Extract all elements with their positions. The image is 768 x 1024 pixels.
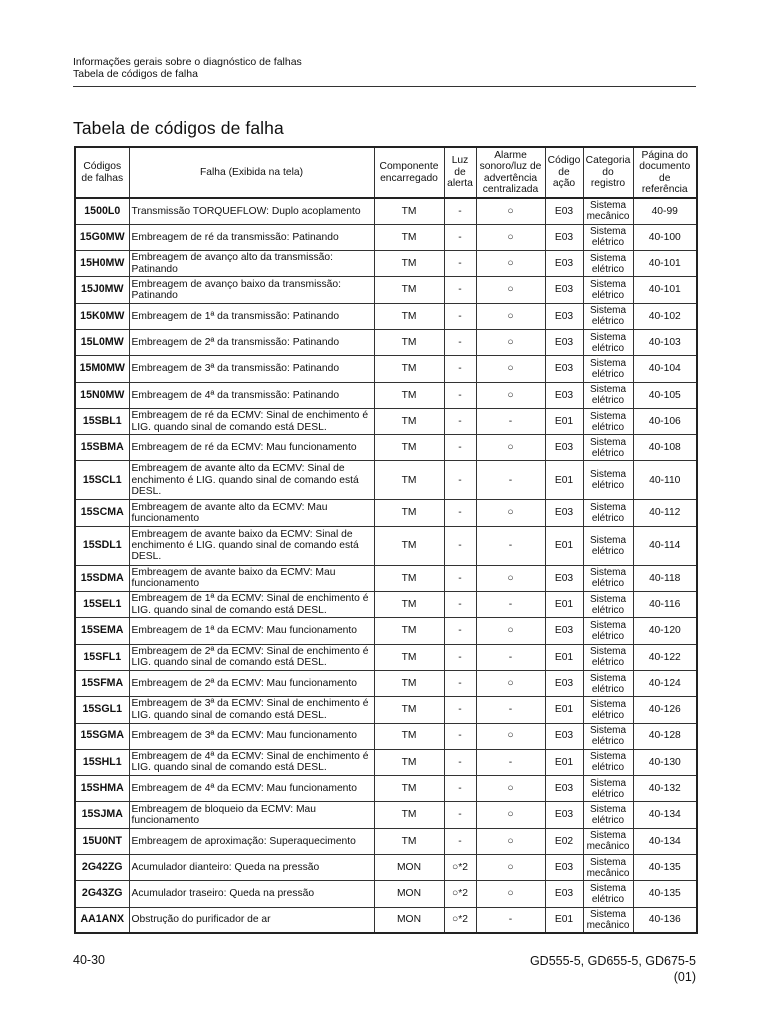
footer-model-info (530, 953, 696, 985)
cell-alarm: - (476, 526, 545, 565)
cell-alarm: ○ (476, 618, 545, 644)
cell-action: E01 (545, 592, 583, 618)
cell-category: Sistema elétrico (583, 303, 633, 329)
cell-fault: Embreagem de avante baixo da ECMV: Mau funcionamento (129, 565, 374, 591)
cell-light: - (444, 277, 476, 303)
cell-code: 15SDL1 (75, 526, 129, 565)
cell-fault: Embreagem de avante baixo da ECMV: Sinal de enchimento é LIG. quando sinal de comando está DESL. (129, 526, 374, 565)
cell-category: Sistema elétrico (583, 356, 633, 382)
cell-page: 40-101 (633, 277, 697, 303)
cell-action: E03 (545, 776, 583, 802)
cell-fault: Acumulador traseiro: Queda na pressão (129, 881, 374, 907)
cell-fault: Embreagem de 4ª da transmissão: Patinando (129, 382, 374, 408)
cell-light: - (444, 408, 476, 434)
cell-component: TM (374, 749, 444, 775)
cell-page: 40-122 (633, 644, 697, 670)
column-header-alarm: Alarme sonoro/luz de advertência centralizada (476, 147, 545, 198)
table-row (75, 855, 697, 881)
cell-category: Sistema elétrico (583, 776, 633, 802)
cell-alarm: ○ (476, 198, 545, 224)
cell-fault: Embreagem de 1ª da transmissão: Patinando (129, 303, 374, 329)
cell-light: - (444, 382, 476, 408)
cell-component: TM (374, 618, 444, 644)
cell-fault: Embreagem de avante alto da ECMV: Mau funcionamento (129, 500, 374, 526)
table-row (75, 303, 697, 329)
column-header-fault: Falha (Exibida na tela) (129, 147, 374, 198)
cell-page: 40-110 (633, 461, 697, 500)
cell-action: E03 (545, 500, 583, 526)
table-row (75, 618, 697, 644)
cell-fault: Embreagem de ré da ECMV: Mau funcionamento (129, 435, 374, 461)
cell-alarm: ○ (476, 356, 545, 382)
cell-code: 15SBL1 (75, 408, 129, 434)
cell-light: ○*2 (444, 881, 476, 907)
cell-code: AA1ANX (75, 907, 129, 933)
cell-component: TM (374, 408, 444, 434)
cell-page: 40-124 (633, 670, 697, 696)
cell-light: - (444, 565, 476, 591)
cell-fault: Acumulador dianteiro: Queda na pressão (129, 855, 374, 881)
table-row (75, 277, 697, 303)
cell-page: 40-134 (633, 828, 697, 854)
cell-page: 40-134 (633, 802, 697, 828)
cell-category: Sistema elétrico (583, 670, 633, 696)
cell-component: TM (374, 723, 444, 749)
cell-page: 40-128 (633, 723, 697, 749)
column-header-category: Categoria do registro (583, 147, 633, 198)
table-row (75, 329, 697, 355)
cell-action: E03 (545, 881, 583, 907)
cell-code: 15H0MW (75, 251, 129, 277)
cell-page: 40-104 (633, 356, 697, 382)
cell-fault: Embreagem de 3ª da ECMV: Sinal de enchimento é LIG. quando sinal de comando está DESL. (129, 697, 374, 723)
cell-component: TM (374, 500, 444, 526)
cell-component: MON (374, 907, 444, 933)
cell-page: 40-130 (633, 749, 697, 775)
cell-page: 40-106 (633, 408, 697, 434)
cell-category: Sistema mecânico (583, 198, 633, 224)
cell-category: Sistema mecânico (583, 828, 633, 854)
table-row (75, 500, 697, 526)
cell-action: E03 (545, 618, 583, 644)
cell-code: 15SHMA (75, 776, 129, 802)
cell-category: Sistema mecânico (583, 855, 633, 881)
cell-fault: Embreagem de 4ª da ECMV: Sinal de enchimento é LIG. quando sinal de comando está DESL. (129, 749, 374, 775)
cell-fault: Embreagem de 4ª da ECMV: Mau funcionamento (129, 776, 374, 802)
cell-code: 15M0MW (75, 356, 129, 382)
cell-action: E01 (545, 749, 583, 775)
cell-component: TM (374, 592, 444, 618)
table-body (75, 198, 697, 933)
table-row (75, 592, 697, 618)
cell-fault: Embreagem de 3ª da ECMV: Mau funcionamento (129, 723, 374, 749)
cell-code: 15SBMA (75, 435, 129, 461)
cell-code: 15SGL1 (75, 697, 129, 723)
edition-number: (01) (673, 970, 696, 984)
cell-action: E01 (545, 461, 583, 500)
cell-fault: Embreagem de ré da ECMV: Sinal de enchimento é LIG. quando sinal de comando está DESL. (129, 408, 374, 434)
cell-alarm: ○ (476, 435, 545, 461)
cell-light: - (444, 828, 476, 854)
cell-action: E03 (545, 277, 583, 303)
cell-action: E03 (545, 251, 583, 277)
cell-alarm: ○ (476, 723, 545, 749)
cell-fault: Embreagem de avante alto da ECMV: Sinal de enchimento é LIG. quando sinal de comando está DESL. (129, 461, 374, 500)
cell-page: 40-126 (633, 697, 697, 723)
cell-category: Sistema elétrico (583, 592, 633, 618)
cell-fault: Embreagem de avanço alto da transmissão: Patinando (129, 251, 374, 277)
cell-light: - (444, 224, 476, 250)
cell-light: - (444, 802, 476, 828)
cell-light: - (444, 198, 476, 224)
table-row (75, 670, 697, 696)
cell-component: TM (374, 565, 444, 591)
cell-light: - (444, 670, 476, 696)
cell-code: 15SFL1 (75, 644, 129, 670)
column-header-code: Códigos de falhas (75, 147, 129, 198)
cell-component: TM (374, 526, 444, 565)
table-row (75, 697, 697, 723)
cell-fault: Embreagem de 1ª da ECMV: Sinal de enchimento é LIG. quando sinal de comando está DESL. (129, 592, 374, 618)
cell-category: Sistema elétrico (583, 329, 633, 355)
table-row (75, 828, 697, 854)
cell-category: Sistema elétrico (583, 697, 633, 723)
cell-action: E03 (545, 670, 583, 696)
cell-fault: Embreagem de ré da transmissão: Patinando (129, 224, 374, 250)
cell-light: - (444, 435, 476, 461)
table-row (75, 881, 697, 907)
cell-component: MON (374, 881, 444, 907)
cell-component: TM (374, 198, 444, 224)
cell-page: 40-101 (633, 251, 697, 277)
table-row (75, 435, 697, 461)
cell-page: 40-135 (633, 855, 697, 881)
table-row (75, 198, 697, 224)
cell-action: E03 (545, 565, 583, 591)
cell-alarm: - (476, 697, 545, 723)
cell-action: E03 (545, 723, 583, 749)
table-row (75, 907, 697, 933)
cell-component: TM (374, 644, 444, 670)
cell-light: - (444, 251, 476, 277)
cell-category: Sistema elétrico (583, 382, 633, 408)
cell-light: - (444, 592, 476, 618)
model-list: GD555-5, GD655-5, GD675-5 (529, 954, 696, 968)
cell-fault: Embreagem de aproximação: Superaquecimento (129, 828, 374, 854)
cell-code: 1500L0 (75, 198, 129, 224)
table-row (75, 644, 697, 670)
table-row (75, 224, 697, 250)
cell-action: E01 (545, 697, 583, 723)
cell-page: 40-100 (633, 224, 697, 250)
cell-component: TM (374, 277, 444, 303)
cell-alarm: - (476, 592, 545, 618)
cell-category: Sistema elétrico (583, 408, 633, 434)
column-header-light: Luz de alerta (444, 147, 476, 198)
cell-alarm: ○ (476, 881, 545, 907)
cell-light: - (444, 618, 476, 644)
page-title: Tabela de códigos de falha (73, 118, 284, 138)
cell-component: TM (374, 461, 444, 500)
cell-light: - (444, 526, 476, 565)
cell-action: E01 (545, 408, 583, 434)
cell-action: E03 (545, 802, 583, 828)
cell-alarm: ○ (476, 855, 545, 881)
column-header-page: Página do documento de referência (633, 147, 697, 198)
cell-page: 40-112 (633, 500, 697, 526)
cell-component: TM (374, 435, 444, 461)
cell-light: - (444, 723, 476, 749)
running-header (73, 56, 696, 80)
cell-page: 40-108 (633, 435, 697, 461)
cell-action: E03 (545, 855, 583, 881)
cell-action: E01 (545, 907, 583, 933)
cell-light: - (444, 697, 476, 723)
cell-action: E03 (545, 356, 583, 382)
cell-fault: Embreagem de 3ª da transmissão: Patinando (129, 356, 374, 382)
cell-component: TM (374, 802, 444, 828)
cell-page: 40-102 (633, 303, 697, 329)
cell-light: - (444, 461, 476, 500)
cell-category: Sistema elétrico (583, 500, 633, 526)
cell-action: E03 (545, 303, 583, 329)
cell-page: 40-99 (633, 198, 697, 224)
cell-category: Sistema elétrico (583, 802, 633, 828)
cell-page: 40-105 (633, 382, 697, 408)
cell-fault: Embreagem de 2ª da ECMV: Mau funcionamento (129, 670, 374, 696)
cell-page: 40-135 (633, 881, 697, 907)
table-row (75, 723, 697, 749)
cell-category: Sistema mecânico (583, 907, 633, 933)
cell-code: 15SFMA (75, 670, 129, 696)
cell-alarm: ○ (476, 670, 545, 696)
cell-action: E03 (545, 198, 583, 224)
cell-code: 15SCMA (75, 500, 129, 526)
cell-component: TM (374, 697, 444, 723)
cell-category: Sistema elétrico (583, 277, 633, 303)
cell-code: 15U0NT (75, 828, 129, 854)
cell-category: Sistema elétrico (583, 251, 633, 277)
table-row (75, 776, 697, 802)
running-header-subsection: Tabela de códigos de falha (73, 68, 198, 80)
cell-alarm: - (476, 644, 545, 670)
table-row (75, 526, 697, 565)
cell-component: TM (374, 356, 444, 382)
table-row (75, 749, 697, 775)
cell-alarm: ○ (476, 500, 545, 526)
cell-category: Sistema elétrico (583, 644, 633, 670)
cell-alarm: ○ (476, 382, 545, 408)
cell-action: E01 (545, 526, 583, 565)
cell-fault: Embreagem de 2ª da transmissão: Patinando (129, 329, 374, 355)
cell-fault: Transmissão TORQUEFLOW: Duplo acoplamento (129, 198, 374, 224)
table-row (75, 408, 697, 434)
cell-component: TM (374, 670, 444, 696)
cell-alarm: - (476, 408, 545, 434)
cell-alarm: - (476, 907, 545, 933)
cell-page: 40-116 (633, 592, 697, 618)
cell-component: TM (374, 251, 444, 277)
cell-fault: Embreagem de bloqueio da ECMV: Mau funcionamento (129, 802, 374, 828)
table-row (75, 565, 697, 591)
cell-light: - (444, 303, 476, 329)
table-header-row (75, 147, 697, 198)
column-header-action: Código de ação (545, 147, 583, 198)
cell-alarm: ○ (476, 776, 545, 802)
cell-action: E03 (545, 329, 583, 355)
cell-code: 15SEL1 (75, 592, 129, 618)
cell-fault: Obstrução do purificador de ar (129, 907, 374, 933)
cell-component: TM (374, 224, 444, 250)
cell-category: Sistema elétrico (583, 224, 633, 250)
cell-light: - (444, 776, 476, 802)
cell-category: Sistema elétrico (583, 526, 633, 565)
table-row (75, 461, 697, 500)
cell-alarm: ○ (476, 303, 545, 329)
cell-action: E03 (545, 382, 583, 408)
table-row (75, 382, 697, 408)
cell-component: MON (374, 855, 444, 881)
cell-alarm: ○ (476, 329, 545, 355)
cell-code: 15N0MW (75, 382, 129, 408)
cell-component: TM (374, 776, 444, 802)
cell-light: - (444, 644, 476, 670)
table-row (75, 251, 697, 277)
cell-code: 15SDMA (75, 565, 129, 591)
cell-alarm: ○ (476, 224, 545, 250)
cell-page: 40-120 (633, 618, 697, 644)
cell-code: 15G0MW (75, 224, 129, 250)
cell-alarm: - (476, 461, 545, 500)
cell-action: E01 (545, 644, 583, 670)
cell-light: - (444, 500, 476, 526)
cell-light: ○*2 (444, 855, 476, 881)
cell-code: 15SEMA (75, 618, 129, 644)
cell-page: 40-132 (633, 776, 697, 802)
page-number: 40-30 (73, 953, 105, 967)
cell-code: 15L0MW (75, 329, 129, 355)
column-header-component: Componente encarregado (374, 147, 444, 198)
cell-component: TM (374, 382, 444, 408)
cell-code: 15SHL1 (75, 749, 129, 775)
cell-category: Sistema elétrico (583, 749, 633, 775)
cell-light: ○*2 (444, 907, 476, 933)
table-row (75, 356, 697, 382)
cell-page: 40-114 (633, 526, 697, 565)
cell-category: Sistema elétrico (583, 435, 633, 461)
fault-code-table (74, 146, 698, 934)
cell-fault: Embreagem de 2ª da ECMV: Sinal de enchimento é LIG. quando sinal de comando está DESL. (129, 644, 374, 670)
cell-page: 40-118 (633, 565, 697, 591)
cell-light: - (444, 329, 476, 355)
cell-action: E03 (545, 224, 583, 250)
cell-alarm: ○ (476, 802, 545, 828)
cell-code: 15SJMA (75, 802, 129, 828)
cell-code: 15J0MW (75, 277, 129, 303)
cell-code: 2G43ZG (75, 881, 129, 907)
cell-component: TM (374, 828, 444, 854)
cell-alarm: ○ (476, 277, 545, 303)
cell-alarm: ○ (476, 251, 545, 277)
cell-page: 40-136 (633, 907, 697, 933)
cell-code: 15K0MW (75, 303, 129, 329)
cell-light: - (444, 749, 476, 775)
cell-component: TM (374, 303, 444, 329)
cell-page: 40-103 (633, 329, 697, 355)
cell-category: Sistema elétrico (583, 618, 633, 644)
cell-fault: Embreagem de avanço baixo da transmissão: Patinando (129, 277, 374, 303)
cell-alarm: ○ (476, 565, 545, 591)
cell-alarm: ○ (476, 828, 545, 854)
cell-code: 15SCL1 (75, 461, 129, 500)
running-header-section: Informações gerais sobre o diagnóstico de falhas (73, 56, 302, 68)
cell-action: E02 (545, 828, 583, 854)
cell-category: Sistema elétrico (583, 565, 633, 591)
header-divider (73, 86, 696, 87)
cell-action: E03 (545, 435, 583, 461)
cell-category: Sistema elétrico (583, 881, 633, 907)
cell-category: Sistema elétrico (583, 723, 633, 749)
table-row (75, 802, 697, 828)
cell-component: TM (374, 329, 444, 355)
cell-alarm: - (476, 749, 545, 775)
cell-category: Sistema elétrico (583, 461, 633, 500)
cell-light: - (444, 356, 476, 382)
cell-code: 2G42ZG (75, 855, 129, 881)
cell-fault: Embreagem de 1ª da ECMV: Mau funcionamento (129, 618, 374, 644)
cell-code: 15SGMA (75, 723, 129, 749)
